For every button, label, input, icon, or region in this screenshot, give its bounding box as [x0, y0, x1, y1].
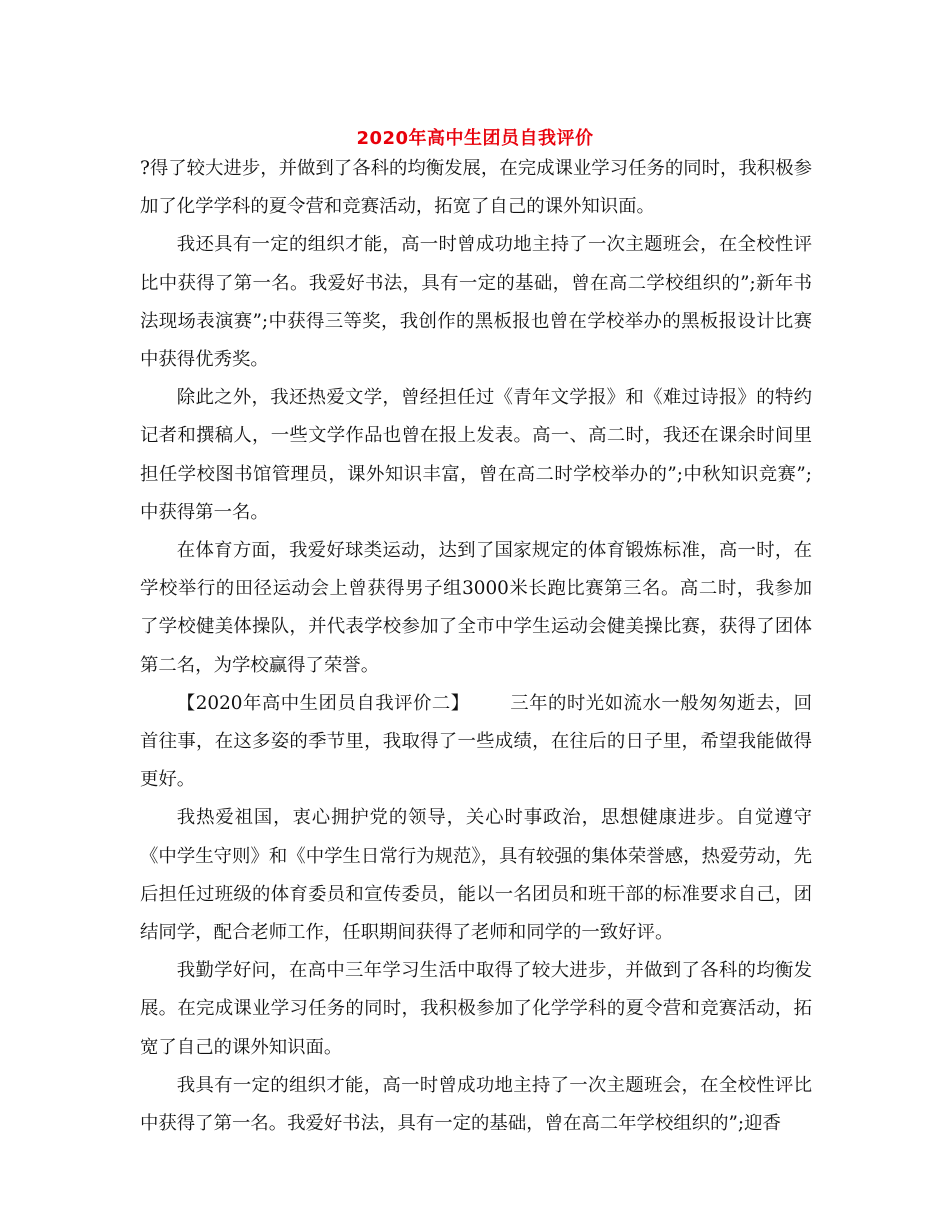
- paragraph-5: [140, 685, 812, 800]
- paragraph-3: 除此之外，我还热爱文学，曾经担任过《青年文学报》和《难过诗报》的特约记者和撰稿人，一些文学作品也曾在报上发表。高一、高二时，我还在课余时间里担任学校图书馆管理员，课外知识丰富，曾在高二时学校举办的”;中秋知识竞赛”;中获得第一名。: [140, 387, 812, 523]
- document-body: [140, 150, 812, 1143]
- section-2-heading: 【2020年高中生团员自我评价二】: [176, 692, 470, 714]
- paragraph-6: 我热爱祖国，衷心拥护党的领导，关心时事政治，思想健康进步。自觉遵守《中学生守则》和《中学生日常行为规范》，具有较强的集体荣誉感，热爱劳动，先后担任过班级的体育委员和宣传委员，能以一名团员和班干部的标准要求自己，团结同学，配合老师工作，任职期间获得了老师和同学的一致好评。: [140, 807, 812, 944]
- paragraph-4: 在体育方面，我爱好球类运动，达到了国家规定的体育锻炼标准，高一时，在学校举行的田径运动会上曾获得男子组3000米长跑比赛第三名。高二时，我参加了学校健美体操队，并代表学校参加了全市中学生运动会健美操比赛，获得了团体第二名，为学校赢得了荣誉。: [140, 540, 812, 676]
- paragraph-2: 我还具有一定的组织才能，高一时曾成功地主持了一次主题班会，在全校性评比中获得了第一名。我爱好书法，具有一定的基础，曾在高二学校组织的”;新年书法现场表演赛”;中获得三等奖，我创作的黑板报也曾在学校举办的黑板报设计比赛中获得优秀奖。: [140, 234, 812, 371]
- paragraph-8: 我具有一定的组织才能，高一时曾成功地主持了一次主题班会，在全校性评比中获得了第一名。我爱好书法，具有一定的基础，曾在高二年学校组织的”;迎香: [140, 1074, 812, 1135]
- document-title: 2020年高中生团员自我评价: [356, 128, 594, 149]
- paragraph-1: ?得了较大进步，并做到了各科的均衡发展，在完成课业学习任务的同时，我积极参加了化学学科的夏令营和竞赛活动，拓宽了自己的课外知识面。: [140, 158, 812, 218]
- paragraph-7: 我勤学好问，在高中三年学习生活中取得了较大进步，并做到了各科的均衡发展。在完成课业学习任务的同时，我积极参加了化学学科的夏令营和竞赛活动，拓宽了自己的课外知识面。: [140, 960, 812, 1058]
- paragraph-5-text: 三年的时光如流水一般匆匆逝去，回首往事，在这多姿的季节里，我取得了一些成绩，在往后的日子里，希望我能做得更好。: [140, 692, 812, 791]
